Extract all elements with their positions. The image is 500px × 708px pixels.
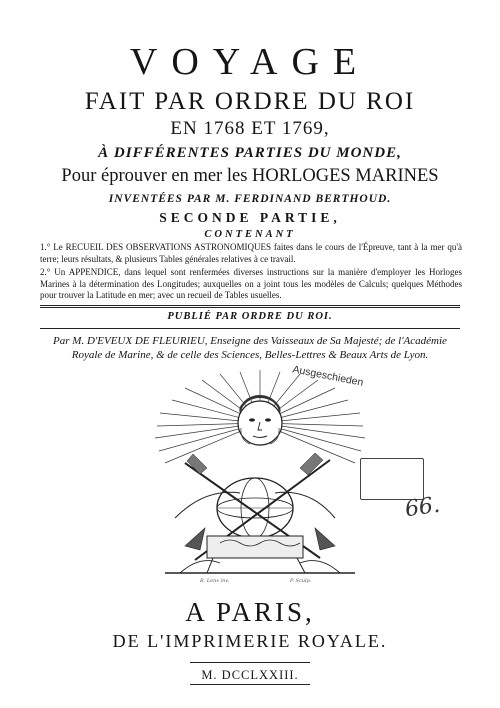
section-heading: SECONDE PARTIE, xyxy=(159,210,341,225)
contents-item-1: 1.° Le RECUEIL DES OBSERVATIONS ASTRONOMIQUES faites dans le cours de l'Épreuve, tant à la mer qu'à terre; leurs résultats, & plusieurs Tables générales relatives à ce travail. xyxy=(40,242,462,264)
date-rule-bottom xyxy=(190,684,310,685)
author-line-1: Par M. D'EVEUX DE FLEURIEU, Enseigne des Vaisseaux de Sa Majesté; de l'Académie xyxy=(53,335,447,347)
subtitle-order: FAIT PAR ORDRE DU ROI xyxy=(84,88,416,115)
engraver-credit-left: B. Lens inv. xyxy=(200,578,230,584)
imprint-date: M. DCCLXXIII. xyxy=(201,668,299,682)
divider-top-double xyxy=(40,307,460,308)
divider-top xyxy=(40,305,460,306)
contents-item-2: 2.° Un APPENDICE, dans lequel sont renfermées diverses instructions sur la manière d'employer les Horloges Marines à la détermination des Longitudes; auxquelles on a joint tous les modèles de Calculs; quelques Méthodes pour trouver la Latitude en mer; avec un recueil de Tables usuelles. xyxy=(40,267,462,300)
main-title: VOYAGE xyxy=(129,41,371,83)
author-line-2: Royale de Marine, & de celle des Sciences, Belles-Lettres & Beaux Arts de Lyon. xyxy=(71,349,429,361)
library-stamp-box xyxy=(360,458,424,500)
publication-note: PUBLIÉ PAR ORDRE DU ROI. xyxy=(167,311,333,322)
subtitle-parts: À DIFFÉRENTES PARTIES DU MONDE, xyxy=(98,145,402,161)
sun-face-icon xyxy=(238,395,282,445)
divider-bottom xyxy=(40,328,460,329)
engraving-vignette xyxy=(145,368,375,583)
instruments-trophy-icon xyxy=(165,453,355,573)
contents-heading: CONTENANT xyxy=(204,229,296,240)
date-rule-top xyxy=(190,662,310,663)
engraver-credit-right: P. Sculp. xyxy=(290,578,312,584)
imprint-city: A PARIS, xyxy=(185,597,315,627)
handwritten-number: 66. xyxy=(403,492,442,523)
inventor-line: INVENTÉES PAR M. FERDINAND BERTHOUD. xyxy=(108,193,392,205)
subtitle-purpose: Pour éprouver en mer les HORLOGES MARINES xyxy=(61,166,439,186)
imprint-printer: DE L'IMPRIMERIE ROYALE. xyxy=(112,631,388,651)
stamp-text: Ausgeschieden xyxy=(291,363,365,389)
subtitle-years: EN 1768 ET 1769, xyxy=(170,118,330,139)
